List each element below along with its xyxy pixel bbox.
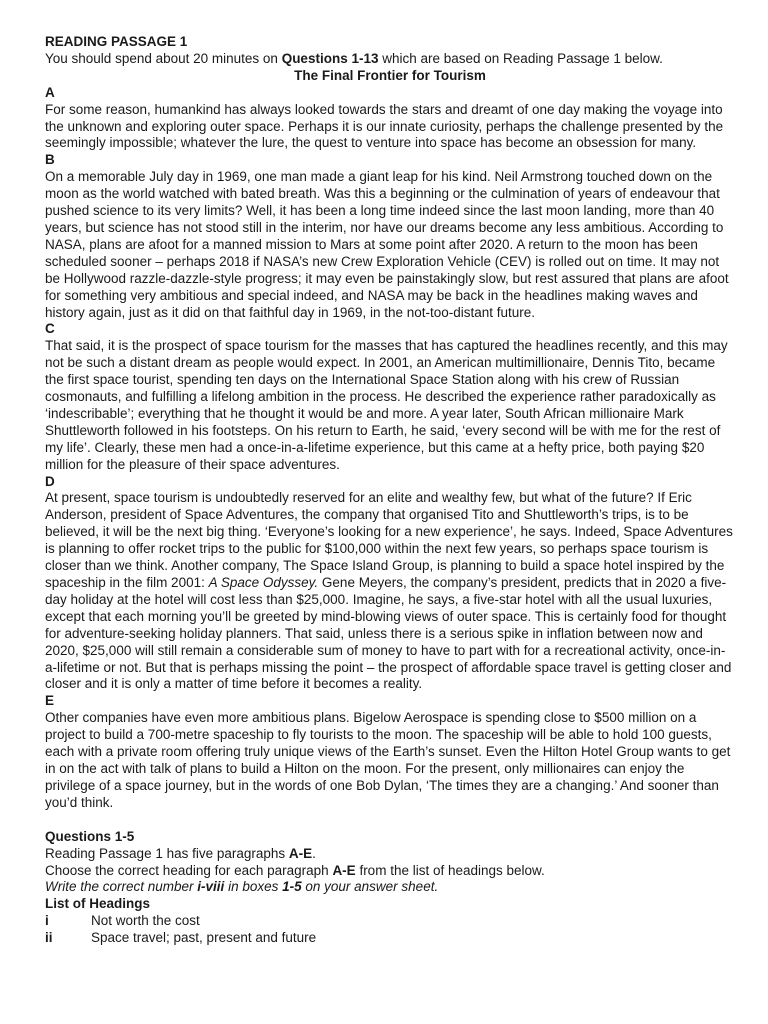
heading-item: [45, 913, 735, 930]
question-instruction: Write the correct number i-viii in boxes 1-5 on your answer sheet.: [45, 879, 439, 895]
heading-text: Space travel; past, present and future: [91, 930, 317, 946]
paragraph-letter: E: [45, 693, 55, 709]
paragraph-text: At present, space tourism is undoubtedly reserved for an elite and wealthy few, but what of the future? If Eric Anderson, president of Space Adventures, the company that organised Tito and Shuttleworth’s trips, is to be believed, it will be the next big thing. ‘Everyone’s looking for a new experience’, he says. Indeed, Space Adventures is planning to offer rocket trips to the public for $100,000 within the next few years, so perhaps space tourism is closer than we think. Another company, The Space Island Group, is planning to build a space hotel inspired by the spaceship in the film 2001: A Space Odyssey. Gene Meyers, the company’s president, predicts that in 2020 a five-day holiday at the hotel will cost less than $25,000. Imagine, he says, a five-star hotel with all the usual luxuries, except that each morning you’ll be greeted by mind-blowing views of outer space. This is certainly food for thought for adventure-seeking holiday planners. That said, unless there is a serious spike in inflation between now and 2020, $25,000 will still remain a considerable sum of money to have to part with for a recreational activity, once-in-a-lifetime or not. But that is perhaps missing the point – the prospect of affordable space travel is getting closer and closer and it is only a matter of time before it becomes a reality.: [45, 490, 733, 692]
section-spacer: [45, 812, 735, 829]
paragraph-text: That said, it is the prospect of space tourism for the masses that has captured the headlines recently, and this may not be such a distant dream as people would expect. In 2001, an American multimillionaire, Dennis Tito, became the first space tourist, spending ten days on the International Space Station along with his crew of Russian cosmonauts, and fulfilling a lifelong ambition in the process. He described the experience rather paradoxically as ‘indescribable’; everything that he thought it would be and more. A year later, South African millionaire Mark Shuttleworth followed in his footsteps. On his return to Earth, he said, ‘every second will be with me for the rest of my life’. Clearly, these men had a once-in-a-lifetime experience, but this came at a hefty price, both paying $20 million for the pleasure of their space adventures.: [45, 338, 728, 472]
heading-number: i: [45, 913, 49, 929]
passage-label: READING PASSAGE 1: [45, 34, 188, 49]
paragraph-text: Other companies have even more ambitious plans. Bigelow Aerospace is spending close to $500 million on a project to build a 700-metre spaceship to fly tourists to the moon. The spaceship will be able to hold 100 guests, each with a private room offering truly unique views of the Earth’s sunset. Even the Hilton Hotel Group wants to get in on the act with talk of plans to build a Hilton on the moon. For the present, only millionaires can enjoy the privilege of a space journey, but in the words of one Bob Dylan, ‘The times they are a changing.’ And sooner than you’d think.: [45, 710, 731, 810]
questions-range: Questions 1-13: [281, 50, 379, 66]
paragraph-letter: B: [45, 152, 55, 168]
instructions: You should spend about 20 minutes on Questions 1-13 which are based on Reading Passage 1 below.: [45, 50, 663, 66]
reading-passage: [45, 34, 735, 947]
questions-title: Questions 1-5: [45, 828, 135, 844]
film-title: A Space Odyssey.: [208, 575, 319, 590]
heading-item: [45, 930, 735, 947]
paragraph-text: On a memorable July day in 1969, one man made a giant leap for his kind. Neil Armstrong touched down on the moon as the world watched with bated breath. Was this a beginning or the culmination of years of endeavour that pushed science to its very limits? Well, it has been a long time indeed since the last moon landing, more than 40 years, but science has not stood still in the interim, nor have our dreams become any less ambitious. According to NASA, plans are afoot for a manned mission to Mars at some point after 2020. A return to the moon has been scheduled sooner – perhaps 2018 if NASA’s new Crew Exploration Vehicle (CEV) is rolled out on time. It may not be Hollywood razzle-dazzle-style progress; it may even be painstakingly slow, but rest assured that plans are afoot for something very ambitious and special indeed, and NASA may be back in the headlines making waves and history again, just as it did on that faithful day in 1969, in the not-too-distant future.: [45, 169, 729, 320]
passage-title: The Final Frontier for Tourism: [294, 67, 486, 83]
question-instruction: Choose the correct heading for each paragraph A-E from the list of headings below.: [45, 862, 545, 878]
heading-text: Not worth the cost: [91, 913, 200, 929]
paragraph-letter: A: [45, 84, 55, 100]
headings-list-title: List of Headings: [45, 896, 151, 912]
paragraph-text: For some reason, humankind has always looked towards the stars and dreamt of one day making the voyage into the unknown and exploring outer space. Perhaps it is our innate curiosity, perhaps the challenge presented by the seemingly impossible; whatever the lure, the quest to venture into space has become an obsession for many.: [45, 101, 724, 151]
question-instruction: Reading Passage 1 has five paragraphs A-E.: [45, 845, 316, 861]
heading-number: ii: [45, 930, 53, 946]
paragraph-letter: C: [45, 321, 55, 337]
paragraph-letter: D: [45, 473, 55, 489]
